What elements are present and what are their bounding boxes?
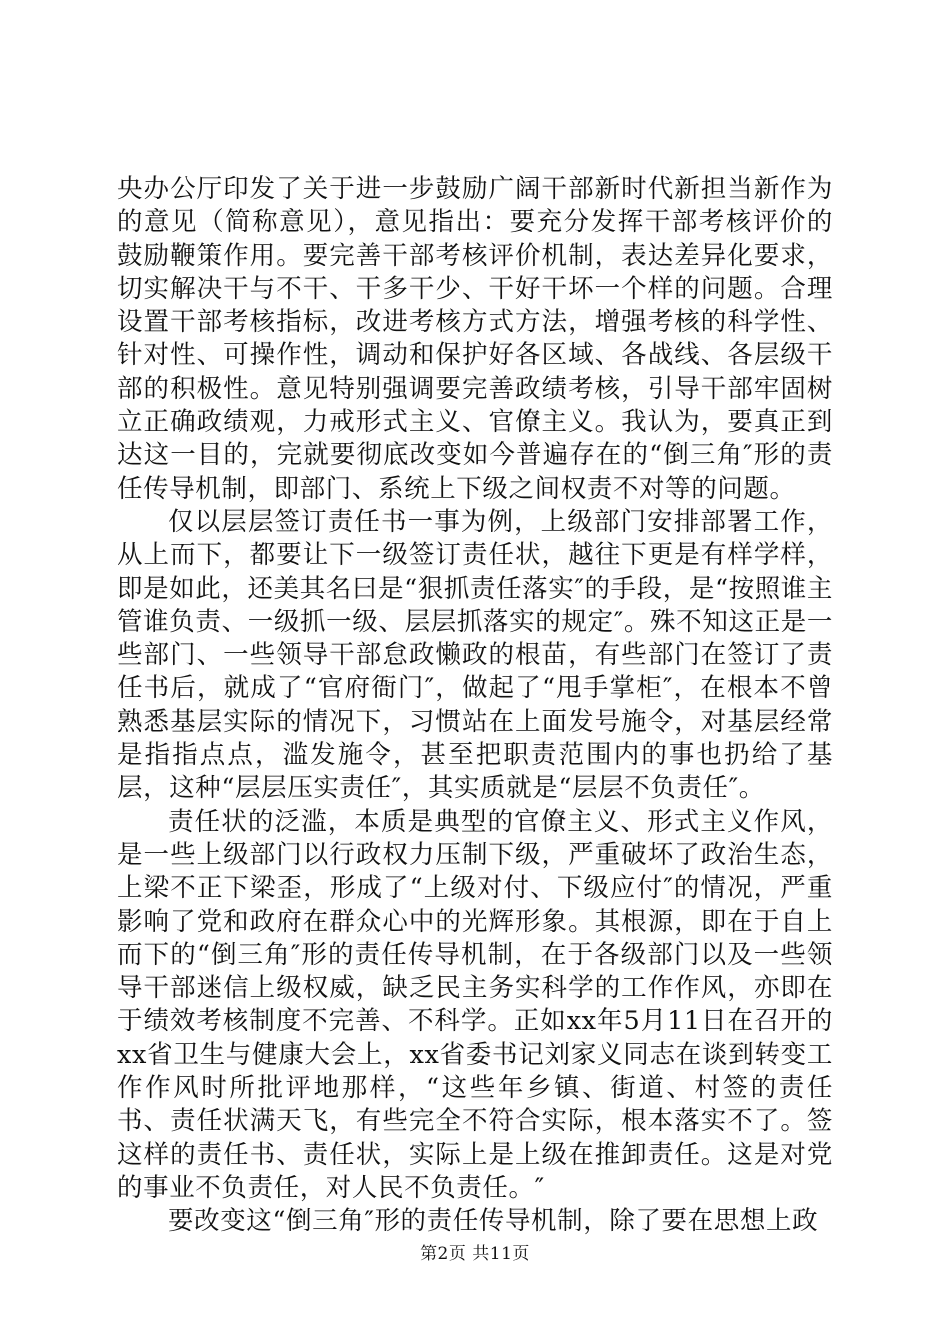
document-body [117, 173, 833, 1239]
paragraph-3: 责任状的泛滥，本质是典型的官僚主义、形式主义作风，是一些上级部门以行政权力压制下级，严重破坏了政治生态，上梁不正下梁歪，形成了“上级对付、下级应付″的情况，严重影响了党和政府在群众心中的光辉形象。其根源，即在于自上而下的“倒三角″形的责任传导机制，在于各级部门以及一些领导干部迷信上级权威，缺乏民主务实科学的工作作风，亦即在于绩效考核制度不完善、不科学。正如xx年5月11日在召开的xx省卫生与健康大会上，xx省委书记刘家义同志在谈到转变工作作风时所批评地那样，“这些年乡镇、街道、村签的责任书、责任状满天飞，有些完全不符合实际，根本落实不了。签这样的责任书、责任状，实际上是上级在推卸责任。这是对党的事业不负责任，对人民不负责任。″ [117, 806, 833, 1203]
page-footer [0, 1243, 950, 1265]
page-number-label: 第2页 共11页 [420, 1244, 530, 1264]
paragraph-4: 要改变这“倒三角″形的责任传导机制，除了要在思想上政 [168, 1206, 819, 1237]
paragraph-1: 央办公厅印发了关于进一步鼓励广阔干部新时代新担当新作为的意见（简称意见），意见指出：要充分发挥干部考核评价的鼓励鞭策作用。要完善干部考核评价机制，表达差异化要求，切实解决干与不干、干多干少、干好干坏一个样的问题。合理设置干部考核指标，改进考核方式方法，增强考核的科学性、针对性、可操作性，调动和保护好各区域、各战线、各层级干部的积极性。意见特别强调要完善政绩考核，引导干部牢固树立正确政绩观，力戒形式主义、官僚主义。我认为，要真正到达这一目的，完就要彻底改变如今普遍存在的“倒三角″形的责任传导机制，即部门、系统上下级之间权责不对等的问题。 [117, 174, 833, 504]
paragraph-2: 仅以层层签订责任书一事为例，上级部门安排部署工作，从上而下，都要让下一级签订责任状，越往下更是有样学样，即是如此，还美其名曰是“狠抓责任落实″的手段，是“按照谁主管谁负责、一级抓一级、层层抓落实的规定″。殊不知这正是一些部门、一些领导干部怠政懒政的根苗，有些部门在签订了责任书后，就成了“官府衙门″，做起了“甩手掌柜″，在根本不曾熟悉基层实际的情况下，习惯站在上面发号施令，对基层经常是指指点点，滥发施令，甚至把职责范围内的事也扔给了基层，这种“层层压实责任″，其实质就是“层层不负责任″。 [117, 506, 833, 804]
